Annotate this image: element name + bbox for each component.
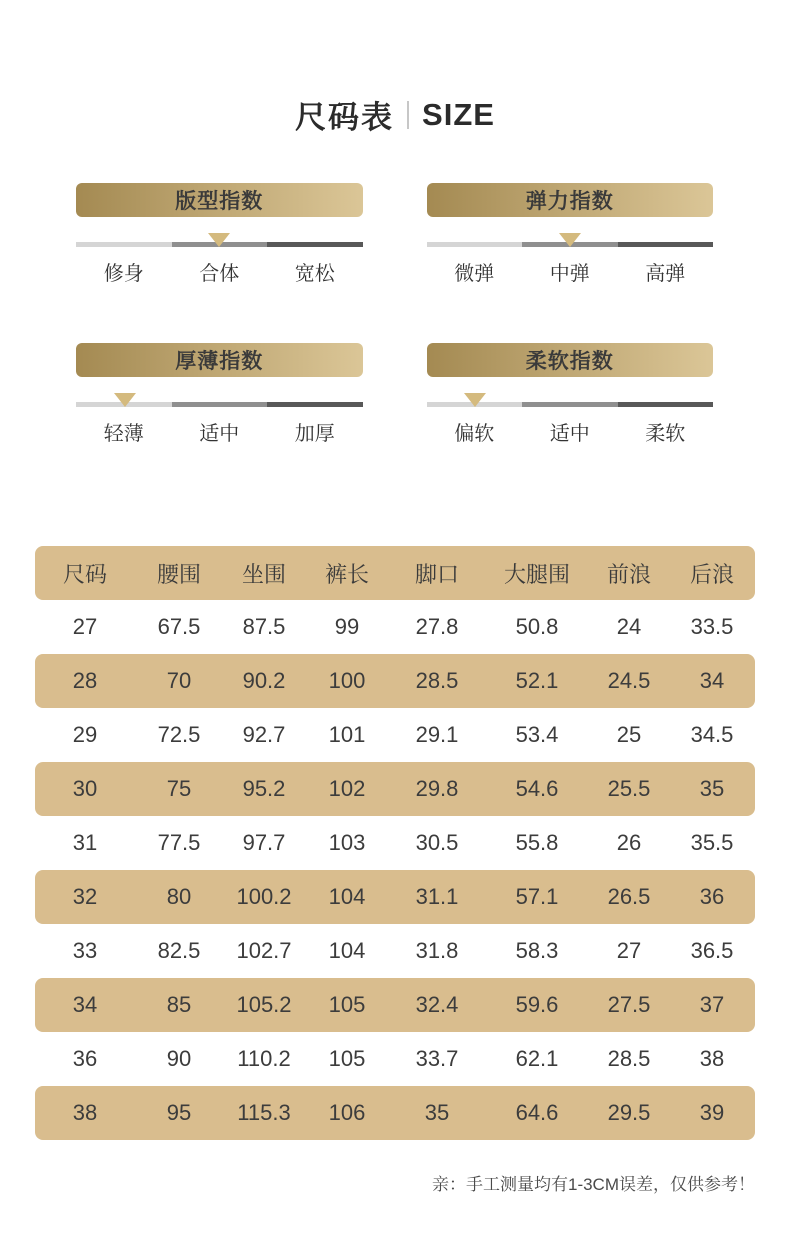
size-table (35, 546, 755, 1140)
header-cell: 大腿围 (503, 561, 570, 587)
header-cell: 裤长 (324, 561, 369, 587)
table-row (35, 708, 755, 762)
table-cell: 35 (424, 1100, 450, 1125)
table-cell: 29.5 (607, 1100, 651, 1125)
track-segment-dark (618, 242, 714, 247)
slider-label: 适中 (199, 423, 240, 445)
table-cell: 104 (328, 884, 366, 909)
slider-label: 适中 (549, 423, 590, 445)
table-row (35, 978, 755, 1032)
table-cell: 100.2 (236, 884, 292, 909)
slider-label: 微弹 (454, 263, 495, 285)
index-card (76, 183, 363, 286)
table-cell: 28.5 (607, 1046, 651, 1071)
table-cell: 87.5 (242, 614, 286, 639)
table-cell: 27 (616, 938, 642, 963)
table-row (35, 924, 755, 978)
slider-labels (76, 257, 363, 286)
slider-label: 修身 (103, 263, 144, 285)
index-card (427, 183, 714, 286)
index-card (427, 343, 714, 446)
index-card (76, 343, 363, 446)
table-cell: 35 (699, 776, 725, 801)
table-cell: 34 (72, 992, 98, 1017)
table-cell: 103 (328, 830, 366, 855)
track-segment-medium (172, 402, 268, 407)
table-cell: 33.7 (415, 1046, 459, 1071)
table-cell: 59.6 (515, 992, 559, 1017)
table-cell: 28 (72, 668, 98, 693)
slider-track (427, 402, 714, 407)
table-cell: 29 (72, 722, 98, 747)
table-cell: 80 (166, 884, 192, 909)
index-title: 厚薄指数 (76, 343, 363, 377)
table-header-row (35, 546, 755, 600)
table-cell: 32 (72, 884, 98, 909)
header-cell: 脚口 (414, 561, 459, 587)
table-cell: 92.7 (242, 722, 286, 747)
table-cell: 54.6 (515, 776, 559, 801)
table-cell: 30.5 (415, 830, 459, 855)
table-cell: 50.8 (515, 614, 559, 639)
triangle-marker-icon (114, 393, 136, 407)
table-row (35, 762, 755, 816)
slider-track (76, 242, 363, 247)
slider-label: 中弹 (549, 263, 590, 285)
track-segment-light (427, 242, 523, 247)
table-cell: 39 (699, 1100, 725, 1125)
table-cell: 24 (616, 614, 642, 639)
table-cell: 36 (699, 884, 725, 909)
slider-labels (76, 417, 363, 446)
slider-label: 合体 (199, 263, 240, 285)
table-cell: 36.5 (690, 938, 734, 963)
table-cell: 24.5 (607, 668, 651, 693)
table-row (35, 654, 755, 708)
page-title (0, 0, 790, 137)
triangle-marker-icon (464, 393, 486, 407)
table-cell: 28.5 (415, 668, 459, 693)
slider-track (427, 242, 714, 247)
table-cell: 29.8 (415, 776, 459, 801)
table-cell: 34 (699, 668, 725, 693)
table-cell: 95.2 (242, 776, 286, 801)
table-cell: 82.5 (157, 938, 201, 963)
track-segment-dark (267, 242, 363, 247)
table-cell: 29.1 (415, 722, 459, 747)
track-segment-dark (618, 402, 714, 407)
table-cell: 33.5 (690, 614, 734, 639)
table-cell: 53.4 (515, 722, 559, 747)
table-cell: 85 (166, 992, 192, 1017)
table-cell: 97.7 (242, 830, 286, 855)
slider-label: 宽松 (294, 263, 335, 285)
table-cell: 77.5 (157, 830, 201, 855)
table-cell: 55.8 (515, 830, 559, 855)
table-cell: 100 (328, 668, 366, 693)
table-cell: 104 (328, 938, 366, 963)
table-cell: 106 (328, 1100, 366, 1125)
header-cell: 坐围 (241, 561, 286, 587)
slider-labels (427, 417, 714, 446)
index-title: 版型指数 (76, 183, 363, 217)
index-title: 柔软指数 (427, 343, 714, 377)
note-text: 亲：手工测量均有1-3CM误差，仅供参考！ (431, 1175, 755, 1194)
table-cell: 36 (72, 1046, 98, 1071)
table-cell: 64.6 (515, 1100, 559, 1125)
table-cell: 25 (616, 722, 642, 747)
table-cell: 33 (72, 938, 98, 963)
table-cell: 25.5 (607, 776, 651, 801)
table-cell: 110.2 (237, 1046, 291, 1071)
slider-label: 偏软 (454, 423, 495, 445)
table-cell: 27.8 (415, 614, 459, 639)
table-cell: 105.2 (236, 992, 292, 1017)
slider-labels (427, 257, 714, 286)
table-cell: 115.3 (237, 1100, 291, 1125)
header-cell: 腰围 (156, 561, 201, 587)
table-cell: 32.4 (415, 992, 459, 1017)
track-segment-medium (522, 402, 618, 407)
table-cell: 30 (72, 776, 98, 801)
table-cell: 35.5 (690, 830, 734, 855)
table-cell: 105 (328, 1046, 366, 1071)
index-title: 弹力指数 (427, 183, 714, 217)
header-cell: 前浪 (606, 561, 651, 587)
table-cell: 52.1 (515, 668, 559, 693)
table-cell: 90 (166, 1046, 192, 1071)
title-zh: 尺码表 (295, 100, 395, 135)
title-separator (407, 101, 409, 129)
table-cell: 70 (166, 668, 192, 693)
header-cell: 尺码 (62, 561, 107, 587)
table-cell: 26 (616, 830, 642, 855)
table-cell: 27 (72, 614, 98, 639)
table-cell: 67.5 (157, 614, 201, 639)
table-cell: 102.7 (236, 938, 292, 963)
table-row (35, 1086, 755, 1140)
table-cell: 72.5 (157, 722, 201, 747)
table-row (35, 600, 755, 654)
track-segment-dark (267, 402, 363, 407)
table-cell: 31 (72, 830, 98, 855)
table-cell: 38 (72, 1100, 98, 1125)
track-segment-light (76, 242, 172, 247)
table-cell: 58.3 (515, 938, 559, 963)
index-grid (76, 183, 713, 446)
table-row (35, 816, 755, 870)
table-row (35, 1032, 755, 1086)
slider-label: 加厚 (294, 423, 335, 445)
table-cell: 105 (328, 992, 366, 1017)
table-cell: 37 (699, 992, 725, 1017)
slider-label: 轻薄 (103, 423, 144, 445)
table-row (35, 870, 755, 924)
table-cell: 57.1 (515, 884, 559, 909)
table-cell: 31.1 (415, 884, 459, 909)
table-cell: 38 (699, 1046, 725, 1071)
slider-track (76, 402, 363, 407)
table-cell: 27.5 (607, 992, 651, 1017)
table-cell: 101 (328, 722, 366, 747)
table-cell: 90.2 (242, 668, 286, 693)
table-cell: 26.5 (607, 884, 651, 909)
title-en: SIZE (422, 96, 495, 132)
table-cell: 34.5 (690, 722, 734, 747)
slider-label: 高弹 (645, 263, 686, 285)
table-cell: 99 (334, 614, 360, 639)
slider-label: 柔软 (645, 423, 686, 445)
table-cell: 102 (328, 776, 366, 801)
table-cell: 31.8 (415, 938, 459, 963)
table-cell: 95 (166, 1100, 192, 1125)
table-cell: 75 (166, 776, 192, 801)
table-cell: 62.1 (515, 1046, 559, 1071)
triangle-marker-icon (559, 233, 581, 247)
header-cell: 后浪 (689, 561, 734, 587)
triangle-marker-icon (208, 233, 230, 247)
